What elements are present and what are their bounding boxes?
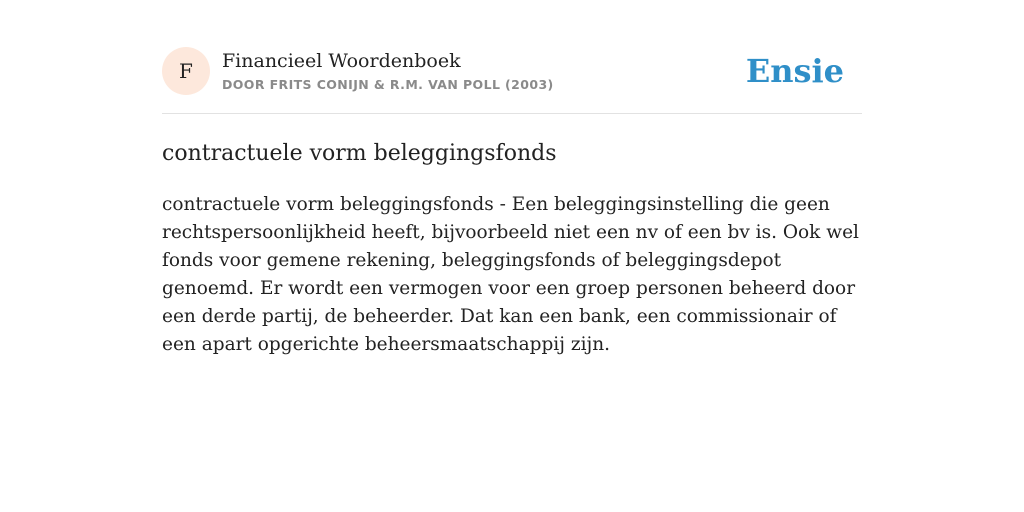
dictionary-header (162, 47, 862, 95)
ensie-logo[interactable]: Ensie (745, 52, 844, 90)
dictionary-title[interactable]: Financieel Woordenboek (222, 49, 461, 72)
entry-card (162, 0, 862, 359)
entry-term: contractuele vorm beleggingsfonds (162, 141, 557, 166)
entry-definition: contractuele vorm beleggingsfonds - Een beleggingsinstelling die geen rechtspersoonlijkheid heeft, bijvoorbeeld niet een nv of een bv is. Ook wel fonds voor gemene rekening, beleggingsfonds of beleggingsdepot genoemd. Er wordt een vermogen voor een groep personen beheerd door een derde partij, de beheerder. Dat kan een bank, een commissionair of een apart opgerichte beheersmaatschappij zijn. (162, 194, 859, 355)
dictionary-meta (222, 49, 746, 94)
dictionary-author: DOOR FRITS CONIJN & R.M. VAN POLL (2003) (222, 76, 554, 92)
dictionary-avatar: F (162, 47, 210, 95)
header-divider (162, 113, 862, 114)
